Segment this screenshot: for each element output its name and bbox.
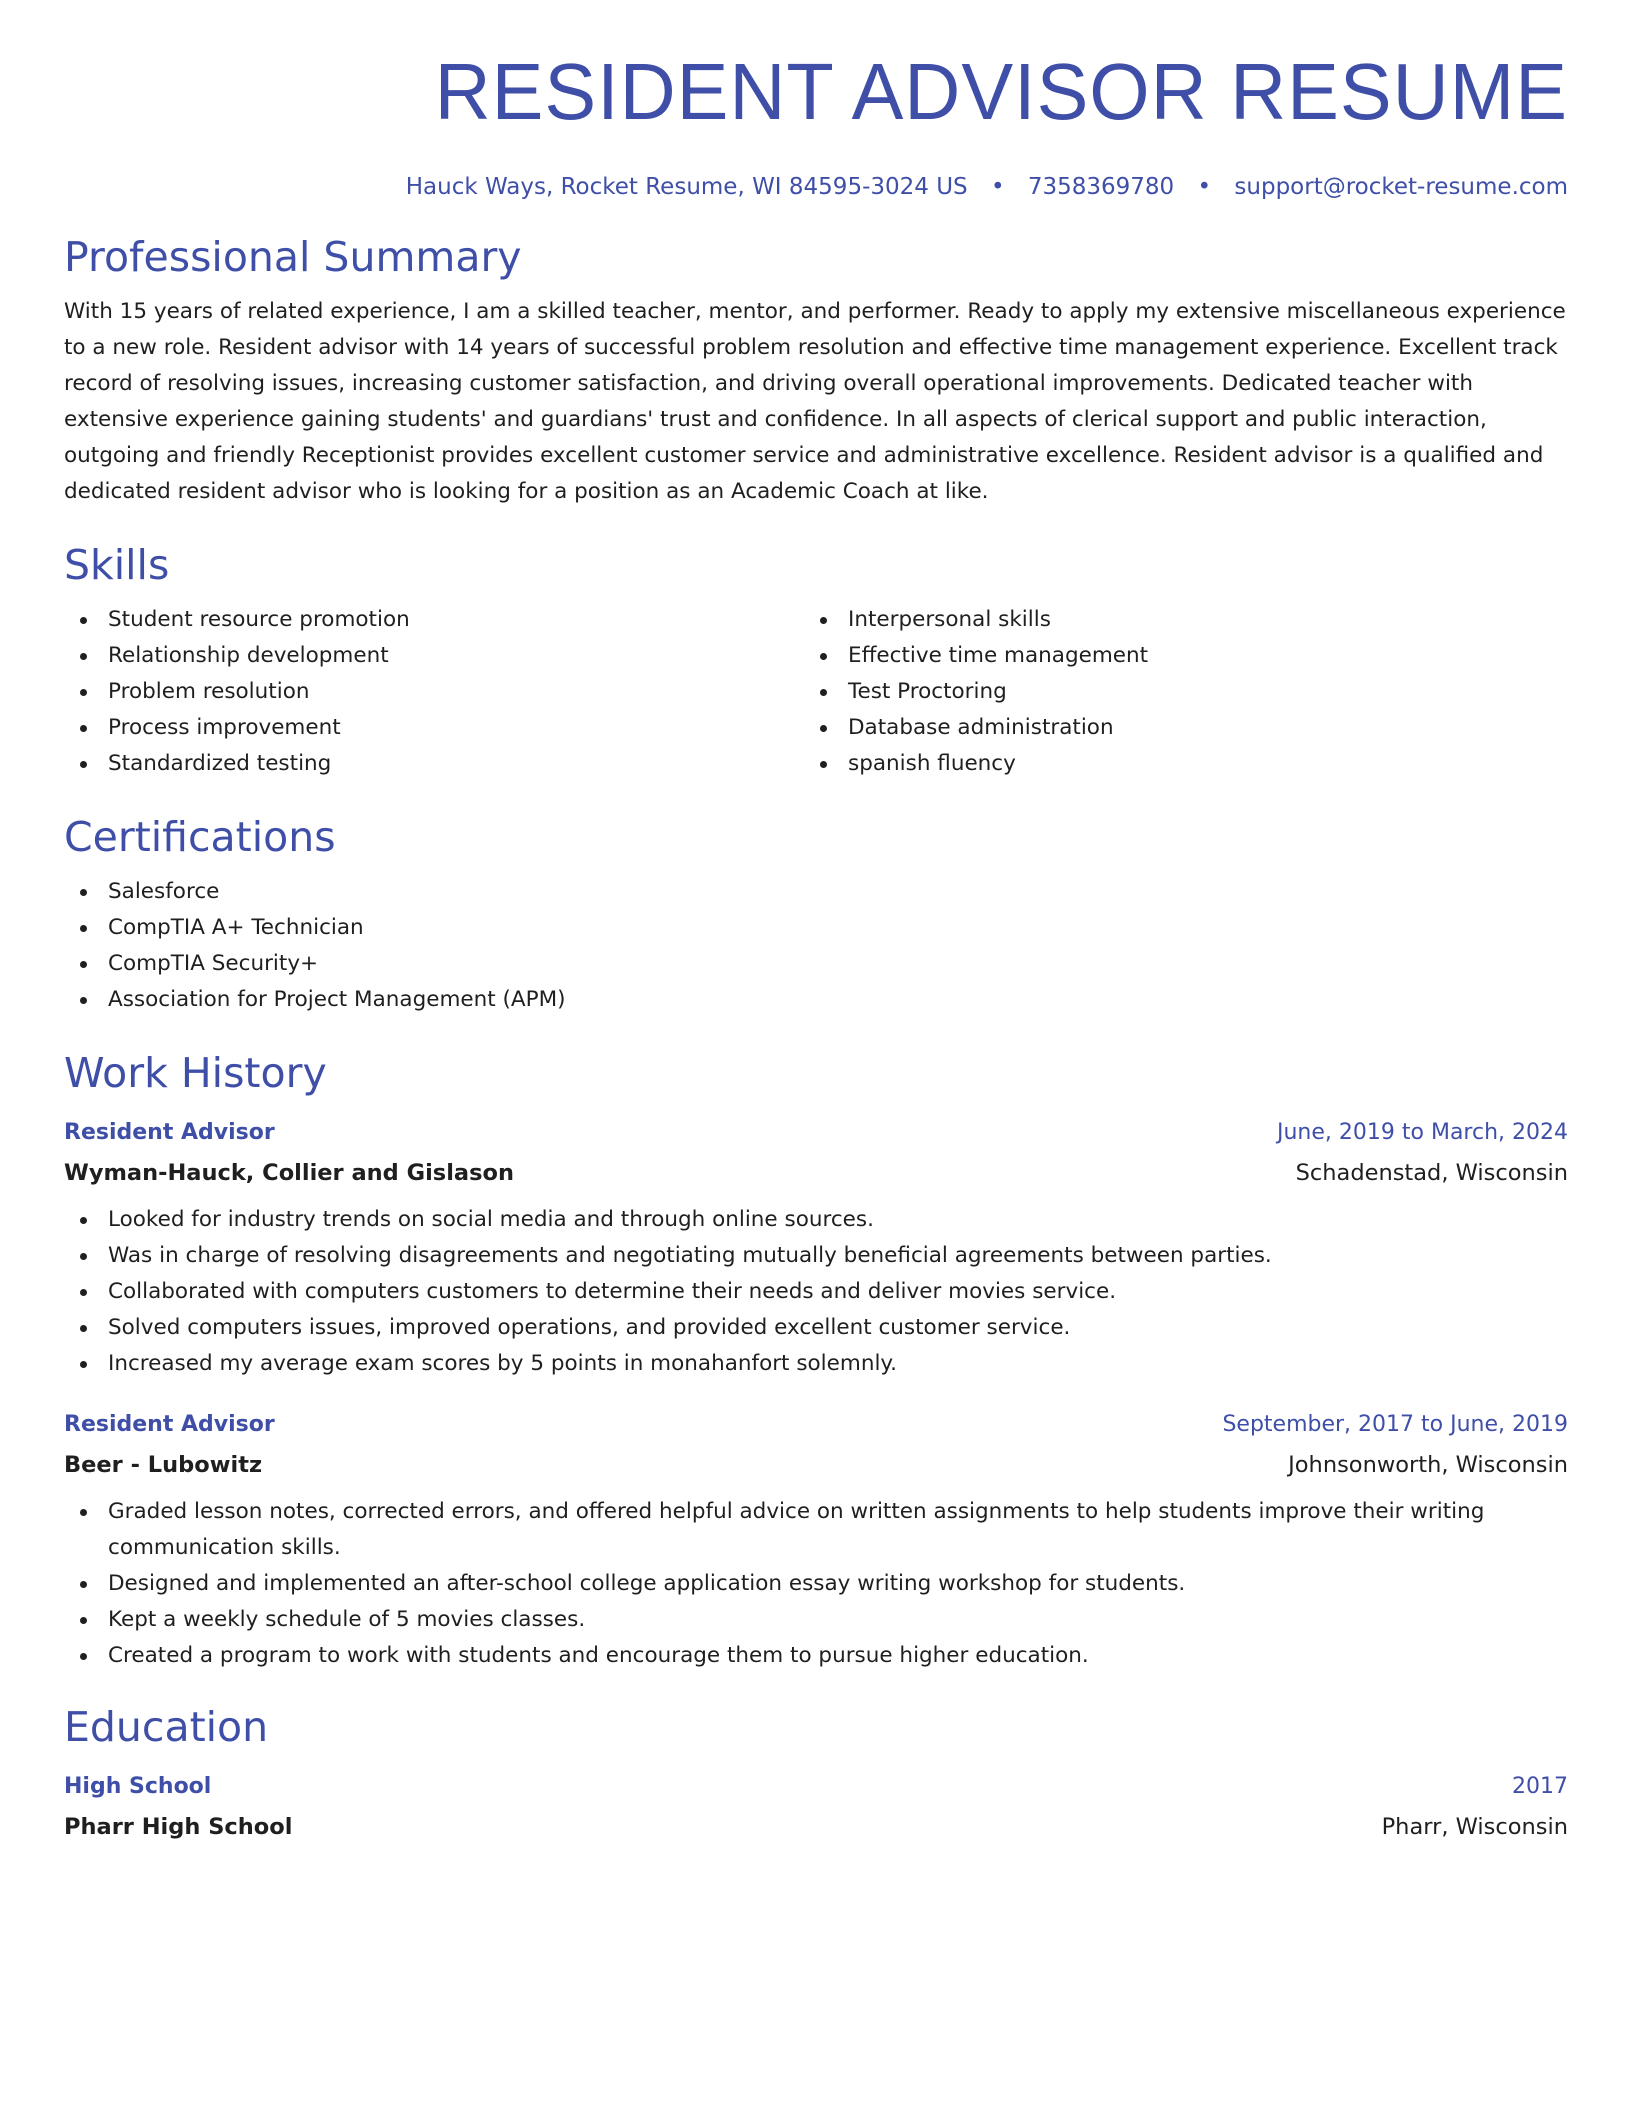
skill-item: Test Proctoring <box>804 674 1544 710</box>
job-dates: September, 2017 to June, 2019 <box>1222 1412 1568 1437</box>
contact-email: support@rocket-resume.com <box>1234 174 1568 200</box>
skill-item: Database administration <box>804 710 1544 746</box>
education-degree: High School <box>64 1774 212 1799</box>
job-bullet: Was in charge of resolving disagreements and negotiating mutually beneficial agreements between parties. <box>64 1238 1568 1274</box>
skills-section <box>64 540 1568 782</box>
work-history-heading: Work History <box>64 1049 327 1097</box>
summary-section <box>64 232 1568 510</box>
skill-item: Interpersonal skills <box>804 602 1544 638</box>
job-bullets <box>64 1202 1568 1382</box>
skill-item: Student resource promotion <box>64 602 804 638</box>
education-header <box>64 1772 1568 1802</box>
education-heading: Education <box>64 1703 269 1751</box>
job-location: Johnsonworth, Wisconsin <box>1288 1452 1568 1478</box>
job-bullet: Increased my average exam scores by 5 points in monahanfort solemnly. <box>64 1346 1568 1382</box>
skill-item: Process improvement <box>64 710 804 746</box>
job-subheader <box>64 1450 1568 1480</box>
job-subheader <box>64 1158 1568 1188</box>
skills-grid <box>64 602 1568 782</box>
education-subheader <box>64 1812 1568 1842</box>
education-entry <box>64 1772 1568 1842</box>
education-section <box>64 1702 1568 1842</box>
job-header <box>64 1410 1568 1440</box>
contact-separator: • <box>1197 174 1212 200</box>
job-entry <box>64 1118 1568 1382</box>
certification-item: Salesforce <box>64 874 1568 910</box>
skill-item: Effective time management <box>804 638 1544 674</box>
work-history-section <box>64 1048 1568 1674</box>
job-bullet: Looked for industry trends on social media and through online sources. <box>64 1202 1568 1238</box>
summary-text: With 15 years of related experience, I am a skilled teacher, mentor, and performer. Ready to apply my extensive miscellaneous experience to a new role. Resident advisor with 14 years of successful problem resolution and effective time management experience. Excellent track record of resolving issues, increasing customer satisfaction, and driving overall operational improvements. Dedicated teacher with extensive experience gaining students' and guardians' trust and confidence. In all aspects of clerical support and public interaction, outgoing and friendly Receptionist provides excellent customer service and administrative excellence. Resident advisor is a qualified and dedicated resident advisor who is looking for a position as an Academic Coach at like. <box>64 299 1566 504</box>
job-bullet: Kept a weekly schedule of 5 movies classes. <box>64 1602 1568 1638</box>
contact-separator: • <box>990 174 1005 200</box>
job-bullet: Graded lesson notes, corrected errors, and offered helpful advice on written assignments to help students improve their writing communication skills. <box>64 1494 1568 1566</box>
job-company: Beer - Lubowitz <box>64 1452 263 1478</box>
job-title: Resident Advisor <box>64 1412 275 1437</box>
certification-item: CompTIA Security+ <box>64 946 1568 982</box>
resume-title: RESIDENT ADVISOR RESUME <box>434 47 1569 136</box>
contact-phone: 7358369780 <box>1027 174 1175 200</box>
job-bullet: Designed and implemented an after-school college application essay writing workshop for students. <box>64 1566 1568 1602</box>
job-location: Schadenstad, Wisconsin <box>1295 1160 1568 1186</box>
certification-item: CompTIA A+ Technician <box>64 910 1568 946</box>
skill-item: Standardized testing <box>64 746 804 782</box>
job-entry <box>64 1410 1568 1674</box>
job-bullet: Created a program to work with students and encourage them to pursue higher education. <box>64 1638 1568 1674</box>
certifications-heading: Certifications <box>64 813 336 861</box>
skills-heading: Skills <box>64 541 170 589</box>
certifications-section <box>64 812 1568 1018</box>
job-dates: June, 2019 to March, 2024 <box>1277 1120 1568 1145</box>
job-bullet: Solved computers issues, improved operations, and provided excellent customer service. <box>64 1310 1568 1346</box>
certification-item: Association for Project Management (APM) <box>64 982 1568 1018</box>
contact-line <box>64 172 1568 202</box>
skill-item: Relationship development <box>64 638 804 674</box>
skill-item: spanish fluency <box>804 746 1544 782</box>
skill-item: Problem resolution <box>64 674 804 710</box>
job-company: Wyman-Hauck, Collier and Gislason <box>64 1160 514 1186</box>
summary-heading: Professional Summary <box>64 233 522 281</box>
education-school: Pharr High School <box>64 1814 293 1840</box>
job-header <box>64 1118 1568 1148</box>
skills-left-list <box>64 602 804 782</box>
certifications-list <box>64 874 1568 1018</box>
job-bullet: Collaborated with computers customers to determine their needs and deliver movies service. <box>64 1274 1568 1310</box>
contact-address: Hauck Ways, Rocket Resume, WI 84595-3024 US <box>405 174 968 200</box>
job-title: Resident Advisor <box>64 1120 275 1145</box>
job-bullets <box>64 1494 1568 1674</box>
education-year: 2017 <box>1512 1774 1568 1799</box>
skills-right-list <box>804 602 1544 782</box>
education-location: Pharr, Wisconsin <box>1381 1814 1568 1840</box>
